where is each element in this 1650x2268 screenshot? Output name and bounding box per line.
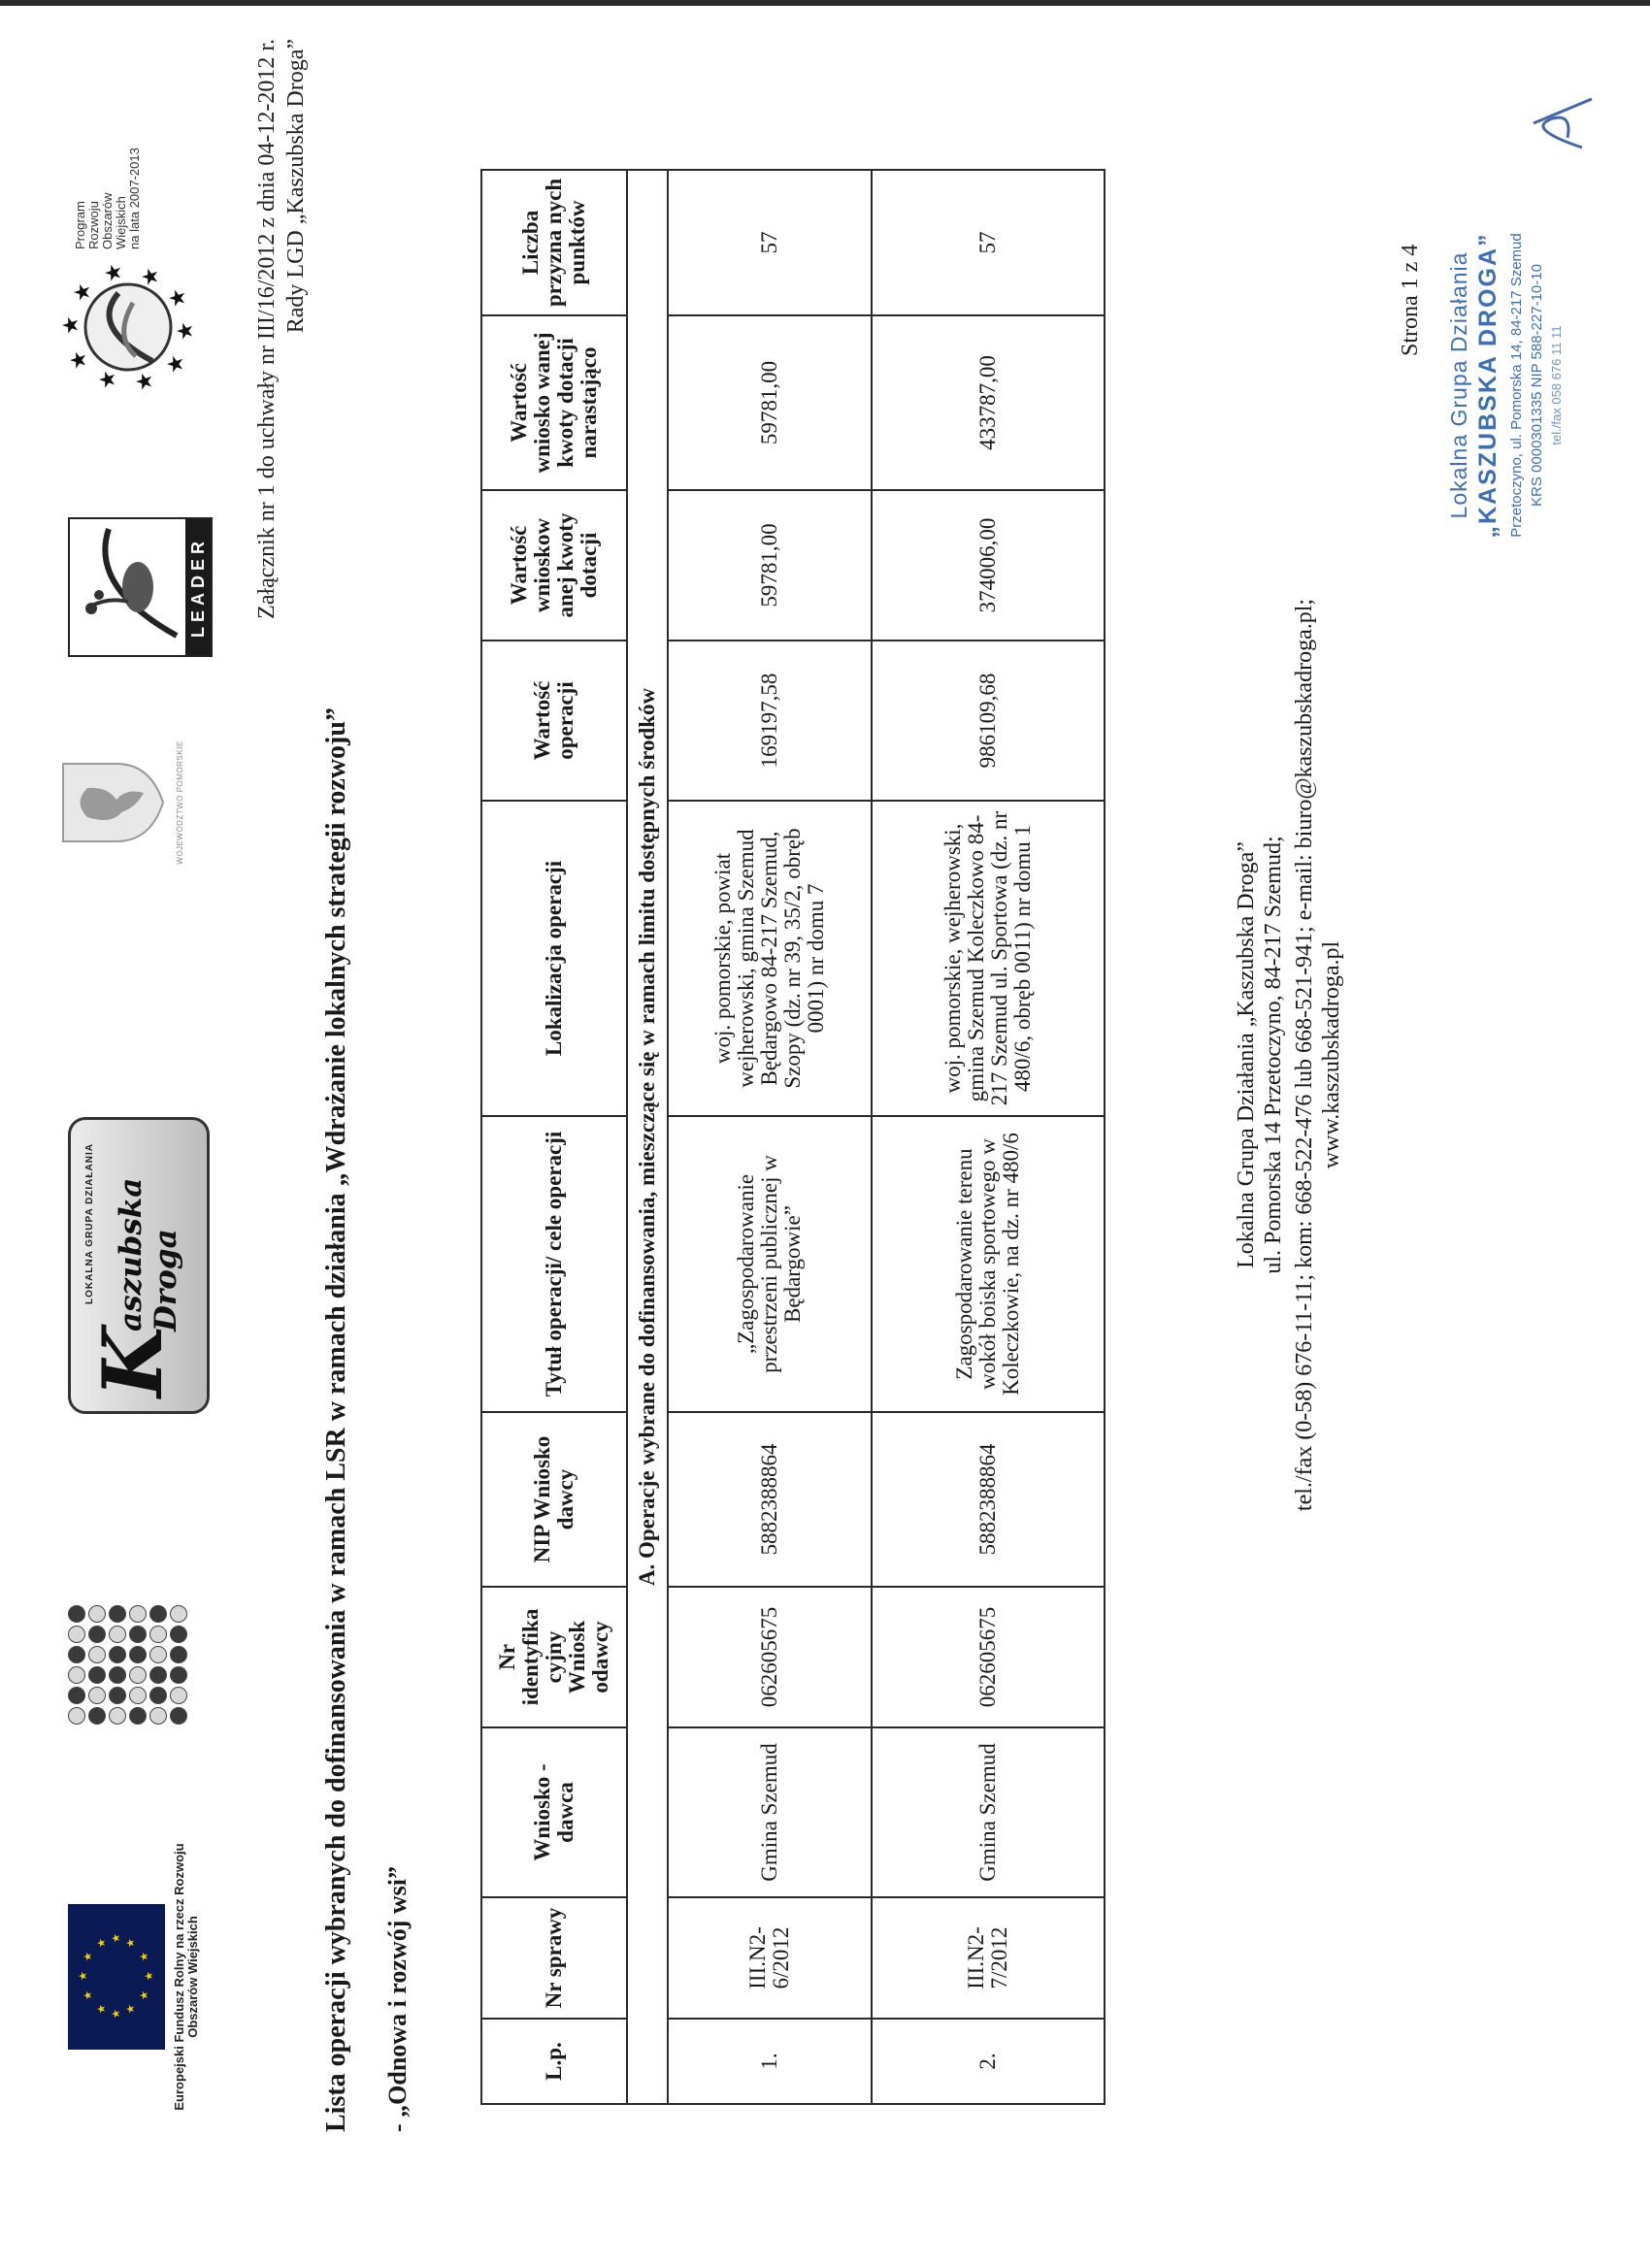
cell-lp: 1. [668,2019,872,2104]
header-cell: Nr sprawy [481,1897,627,2019]
header-cell: Wartość wniosko wanej kwoty dotacji narastająco [481,315,627,490]
cell-nr-id: 062605675 [872,1587,1105,1727]
footer-contact: tel./fax (0-58) 676-11-11; kom: 668-522-476 lub 668-521-941; e-mail: biuro@kaszubskadroga.pl; www.kaszubskadroga.pl [1292,598,1344,1512]
footer [1233,521,1345,1589]
cell-tytul: „Zagospodarowanie przestrzeni publicznej w Będargowie” [668,1116,872,1412]
lgd-stamp [1446,152,1564,618]
cell-wartosc-narastajaco: 59781,00 [668,315,872,490]
cell-nip: 5882388864 [668,1412,872,1587]
attachment-line-2: Rady LGD „Kaszubska Droga” [283,39,309,334]
cell-nr-sprawy: III.N2-6/2012 [668,1897,872,2019]
header-cell: NIP Wniosko dawcy [481,1412,627,1587]
kaszubska-k-letter: K [84,1326,181,1397]
cell-lokalizacja: woj. pomorskie, powiat wejherowski, gmina Szemud Będargowo 84-217 Szemud, Szopy (dz. nr 39, 35/2, obręb 0001) nr domu 7 [668,801,872,1116]
cell-wartosc-dotacji: 59781,00 [668,490,872,641]
cell-wnioskodawca: Gmina Szemud [668,1727,872,1897]
svg-text:★: ★ [67,350,91,370]
prow-logo [60,75,206,395]
prow-caption-line: Rozwoju [86,201,101,249]
svg-text:★: ★ [96,370,120,389]
section-label-cell: A. Operacje wybrane do dofinansowania, mieszczące się w ramach limitu dostępnych środków [627,170,668,2104]
measure-label: - „Odnowa i rozwój wsi” [383,1866,412,2132]
eu-caption: Europejski Fundusz Rolny na rzecz Rozwoju Obszarów Wiejskich [172,1843,200,2111]
cell-wartosc-operacji: 169197,58 [668,641,872,801]
signature-icon [1514,89,1601,157]
header-cell: L.p. [481,2019,627,2104]
wojewodztwo-pomorskie-logo [58,735,214,871]
svg-text:★: ★ [164,354,188,374]
header-cell: Wartość wnioskow anej kwoty dotacji [481,490,627,641]
stamp-line-2: „KASZUBSKA DROGA” [1474,232,1502,539]
cell-nr-id: 062605675 [668,1587,872,1727]
leader-dots-icon [68,1579,187,1725]
table-row [872,170,1105,2104]
header-cell: Liczba przyzna nych punktów [481,170,627,315]
table-section-row [627,170,668,2104]
document-title: Lista operacji wybranych do dofinansowania w ramach LSR w ramach działania „Wdrażanie lokalnych strategii rozwoju” [321,707,351,2132]
table-row [668,170,872,2104]
header-cell: Tytuł operacji/ cele operacji [481,1116,627,1412]
prow-caption [74,148,142,249]
header-cell: Nr identyfika cyjny Wniosk odawcy [481,1587,627,1727]
attachment-line-1: Załącznik nr 1 do uchwały nr III/16/2012 z dnia 04-12-2012 r. [254,39,280,619]
cell-wartosc-narastajaco: 433787,00 [872,315,1105,490]
griffin-crest-icon [58,759,165,846]
stamp-line-4: KRS 0000301335 NIP 588-227-10-10 [1529,264,1545,507]
svg-text:★: ★ [139,267,163,286]
prow-caption-line: na lata 2007-2013 [127,148,142,249]
prow-caption-line: Obszarów [100,192,115,249]
woj-caption: WOJEWÓDZTWO POMORSKIE [176,740,184,865]
attachment-note [252,39,311,718]
footer-address: ul. Pomorska 14 Przetoczyno, 84-217 Szemud; [1261,836,1286,1274]
leader-logo [68,517,213,657]
leader-sprout-icon [70,519,185,655]
eu-flag-icon: ★ ★ ★ ★ ★ ★ ★ ★ ★ ★ ★ ★ [68,1904,165,2050]
prow-caption-line: Program [73,201,87,249]
prow-stars-icon [60,259,196,395]
eu-logo [68,1822,228,2132]
header-cell: Wniosko -dawca [481,1727,627,1897]
cell-punkty: 57 [668,170,872,315]
footer-org: Lokalna Grupa Działania „Kaszubska Droga” [1234,841,1259,1268]
stamp-line-3: Przetoczyno, ul. Pomorska 14, 84-217 Szemud [1508,233,1525,538]
svg-text:★: ★ [166,288,190,308]
svg-text:★: ★ [174,321,196,341]
cell-lokalizacja: woj. pomorskie, wejherowski, gmina Szemud Koleczkowo 84-217 Szemud ul. Sportowa (dz. nr 480/6, obręb 0011) nr domu 1 [872,801,1105,1116]
header-cell: Wartość operacji [481,641,627,801]
cell-wnioskodawca: Gmina Szemud [872,1727,1105,1897]
cell-wartosc-operacji: 986109,68 [872,641,1105,801]
svg-text:★: ★ [71,282,95,302]
kaszubska-sub: LOKALNA GRUPA DZIAŁANIA [84,1143,95,1304]
svg-text:★: ★ [133,372,157,391]
operations-table [480,169,1106,2105]
kaszubska-droga-logo [68,1117,210,1414]
cell-nr-sprawy: III.N2-7/2012 [872,1897,1105,2019]
table-header-row [481,170,627,2104]
leader-word: LEADER [185,519,211,655]
header-cell: Lokalizacja operacji [481,801,627,1116]
prow-caption-line: Wiejskich [114,196,128,249]
cell-punkty: 57 [872,170,1105,315]
page-number: Strona 1 z 4 [1398,244,1423,356]
stamp-line-5: tel./fax 058 676 11 11 [1549,325,1564,445]
leader-dots-logo [68,1579,204,1725]
svg-text:★: ★ [60,315,83,335]
cell-lp: 2. [872,2019,1105,2104]
cell-tytul: Zagospodarowanie terenu wokół boiska sportowego w Koleczkowie, na dz. nr 480/6 [872,1116,1105,1412]
stamp-line-1: Lokalna Grupa Działania [1446,251,1471,519]
kaszubska-name: aszubska Droga [114,1177,183,1331]
cell-nip: 5882388864 [872,1412,1105,1587]
cell-wartosc-dotacji: 374006,00 [872,490,1105,641]
svg-text:★: ★ [102,263,126,282]
